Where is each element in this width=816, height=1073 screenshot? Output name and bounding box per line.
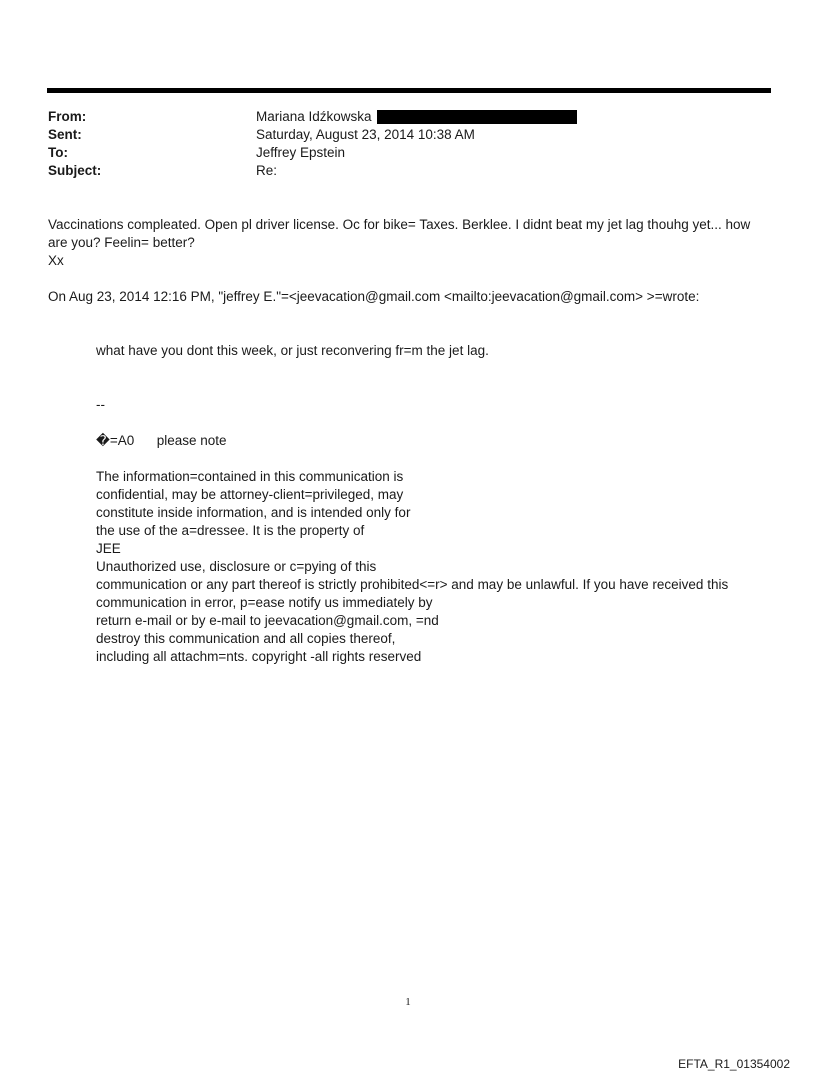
disclaimer	[96, 468, 728, 666]
header-divider	[47, 88, 771, 93]
quoted-message: what have you dont this week, or just reconvering fr=m the jet lag.	[96, 343, 489, 358]
sent-label: Sent:	[48, 127, 82, 142]
subject-value: Re:	[256, 163, 278, 178]
please-note: �=A0 please note	[96, 433, 227, 448]
from-label: From:	[48, 109, 87, 124]
body-line-2: are you? Feelin= better?	[48, 235, 195, 250]
page-number: 1	[405, 996, 411, 1008]
disclaimer-line: communication in error, p=ease notify us immediately by	[96, 595, 433, 610]
disclaimer-line: including all attachm=nts. copyright -all rights reserved	[96, 649, 422, 664]
disclaimer-line: the use of the a=dressee. It is the property of	[96, 523, 365, 538]
quote-header: On Aug 23, 2014 12:16 PM, "jeffrey E."=<jeevacation@gmail.com <mailto:jeevacation@gmail.com> >=wrote:	[48, 289, 700, 304]
from-value	[256, 108, 577, 126]
body-line-3: Xx	[48, 253, 64, 268]
disclaimer-line: destroy this communication and all copies thereof,	[96, 631, 396, 646]
disclaimer-line: return e-mail or by e-mail to jeevacation@gmail.com, =nd	[96, 613, 439, 628]
disclaimer-line: confidential, may be attorney-client=privileged, may	[96, 487, 404, 502]
to-label: To:	[48, 145, 68, 160]
subject-label: Subject:	[48, 163, 102, 178]
disclaimer-line: communication or any part thereof is strictly prohibited<=r> and may be unlawful. If you have received this	[96, 577, 729, 592]
bates-number: EFTA_R1_01354002	[678, 1057, 790, 1071]
signature-dashes: --	[96, 397, 105, 412]
disclaimer-line: constitute inside information, and is intended only for	[96, 505, 411, 520]
sent-value: Saturday, August 23, 2014 10:38 AM	[256, 127, 475, 142]
from-name: Mariana Idźkowska	[256, 109, 372, 124]
redaction-bar	[377, 110, 577, 124]
disclaimer-line: The information=contained in this communication is	[96, 469, 404, 484]
disclaimer-line: Unauthorized use, disclosure or c=pying of this	[96, 559, 377, 574]
body-line-1: Vaccinations compleated. Open pl driver license. Oc for bike= Taxes. Berklee. I didnt beat my jet lag thouhg yet... how	[48, 217, 751, 232]
to-value: Jeffrey Epstein	[256, 145, 346, 160]
disclaimer-line: JEE	[96, 541, 121, 556]
